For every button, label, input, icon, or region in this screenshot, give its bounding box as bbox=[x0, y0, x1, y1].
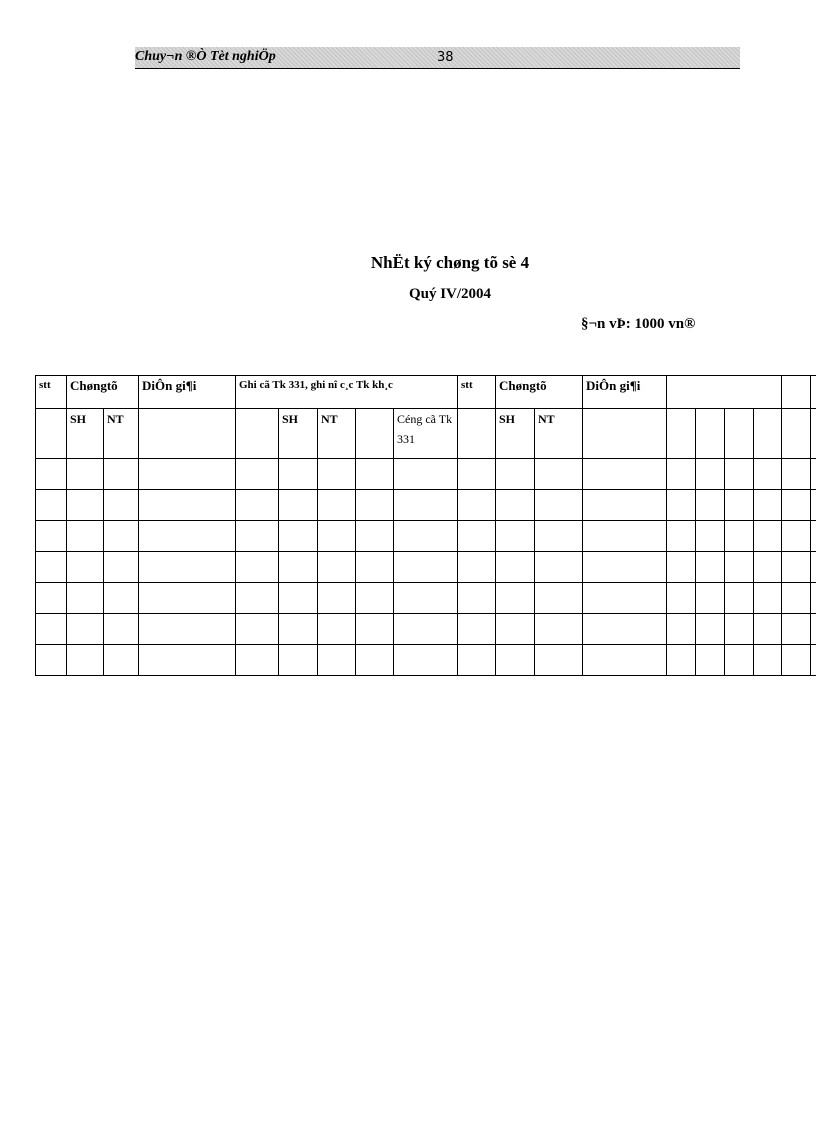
col-nt-3: NT bbox=[535, 409, 583, 459]
table-cell bbox=[811, 459, 816, 490]
table-cell bbox=[139, 490, 236, 521]
table-cell bbox=[36, 552, 67, 583]
header-cell-empty bbox=[667, 376, 782, 409]
header-cell-empty bbox=[696, 409, 725, 459]
table-cell bbox=[394, 521, 458, 552]
table-cell bbox=[696, 459, 725, 490]
table-cell bbox=[696, 521, 725, 552]
table-cell bbox=[67, 645, 104, 676]
ledger-table bbox=[35, 375, 816, 676]
col-nt-2: NT bbox=[318, 409, 356, 459]
table-cell bbox=[535, 490, 583, 521]
table-cell bbox=[535, 614, 583, 645]
header-cell-empty bbox=[782, 376, 811, 409]
table-row bbox=[36, 645, 816, 676]
table-cell bbox=[67, 614, 104, 645]
table-cell bbox=[356, 521, 394, 552]
table-cell bbox=[535, 583, 583, 614]
table-cell bbox=[67, 583, 104, 614]
table-cell bbox=[535, 521, 583, 552]
table-cell bbox=[36, 459, 67, 490]
table-cell bbox=[36, 645, 67, 676]
table-cell bbox=[583, 583, 667, 614]
header-cell-empty bbox=[811, 376, 816, 409]
table-header-row-1 bbox=[36, 376, 816, 409]
table-cell bbox=[535, 459, 583, 490]
col-stt: stt bbox=[36, 376, 67, 409]
table-cell bbox=[667, 645, 696, 676]
header-cell-empty bbox=[356, 409, 394, 459]
table-cell bbox=[782, 521, 811, 552]
table-cell bbox=[104, 552, 139, 583]
table-cell bbox=[236, 552, 279, 583]
table-cell bbox=[139, 459, 236, 490]
table-cell bbox=[356, 583, 394, 614]
col-diengiai-2: DiÔn gi¶i bbox=[583, 376, 667, 409]
document-title: NhËt ký chøng tõ sè 4 bbox=[370, 253, 530, 272]
table-cell bbox=[782, 459, 811, 490]
table-cell bbox=[811, 614, 816, 645]
table-cell bbox=[782, 583, 811, 614]
table-cell bbox=[394, 614, 458, 645]
table-cell bbox=[394, 583, 458, 614]
col-congco-tk331: Céng cã Tk 331 bbox=[394, 409, 458, 459]
table-cell bbox=[394, 645, 458, 676]
table-cell bbox=[496, 583, 535, 614]
table-cell bbox=[782, 552, 811, 583]
table-cell bbox=[583, 552, 667, 583]
table-cell bbox=[754, 521, 782, 552]
table-cell bbox=[458, 552, 496, 583]
table-row bbox=[36, 459, 816, 490]
table-cell bbox=[811, 521, 816, 552]
header-cell-empty bbox=[36, 409, 67, 459]
table-row bbox=[36, 490, 816, 521]
table-cell bbox=[67, 521, 104, 552]
table-cell bbox=[754, 552, 782, 583]
table-cell bbox=[496, 459, 535, 490]
header-cell-empty bbox=[583, 409, 667, 459]
table-cell bbox=[754, 614, 782, 645]
header-cell-empty bbox=[811, 409, 816, 459]
table-header-row-2 bbox=[36, 409, 816, 459]
table-cell bbox=[811, 552, 816, 583]
table-cell bbox=[583, 490, 667, 521]
col-chungtu-2: Chøngtõ bbox=[496, 376, 583, 409]
table-cell bbox=[236, 614, 279, 645]
document-period: Quý IV/2004 bbox=[408, 286, 492, 302]
table-cell bbox=[696, 490, 725, 521]
table-cell bbox=[104, 583, 139, 614]
table-cell bbox=[67, 459, 104, 490]
table-cell bbox=[104, 459, 139, 490]
table-cell bbox=[67, 552, 104, 583]
table-cell bbox=[725, 583, 754, 614]
table-cell bbox=[318, 552, 356, 583]
col-nt: NT bbox=[104, 409, 139, 459]
table-cell bbox=[725, 645, 754, 676]
table-cell bbox=[496, 614, 535, 645]
table-cell bbox=[279, 583, 318, 614]
table-cell bbox=[725, 521, 754, 552]
table-cell bbox=[458, 490, 496, 521]
header-title: Chuy¬n ®Ò Tèt nghiÖp bbox=[135, 49, 276, 64]
table-row bbox=[36, 614, 816, 645]
col-sh-2: SH bbox=[279, 409, 318, 459]
table-cell bbox=[667, 583, 696, 614]
table-cell bbox=[782, 490, 811, 521]
col-ghico: Ghi cã Tk 331, ghi nî c¸c Tk kh¸c bbox=[236, 376, 458, 409]
table-cell bbox=[667, 459, 696, 490]
table-cell bbox=[279, 645, 318, 676]
table-cell bbox=[104, 614, 139, 645]
table-cell bbox=[458, 614, 496, 645]
table-cell bbox=[279, 521, 318, 552]
table-cell bbox=[667, 614, 696, 645]
table-cell bbox=[318, 490, 356, 521]
table-cell bbox=[394, 490, 458, 521]
table-cell bbox=[725, 490, 754, 521]
table-cell bbox=[236, 521, 279, 552]
col-chungtu: Chøngtõ bbox=[67, 376, 139, 409]
table-cell bbox=[696, 552, 725, 583]
header-cell-empty bbox=[782, 409, 811, 459]
col-sh: SH bbox=[67, 409, 104, 459]
table-cell bbox=[394, 552, 458, 583]
table-cell bbox=[496, 552, 535, 583]
table-cell bbox=[458, 583, 496, 614]
page-header bbox=[135, 47, 740, 69]
table-cell bbox=[754, 583, 782, 614]
table-cell bbox=[583, 459, 667, 490]
table-cell bbox=[356, 552, 394, 583]
table-cell bbox=[754, 645, 782, 676]
table-cell bbox=[535, 552, 583, 583]
col-sh-3: SH bbox=[496, 409, 535, 459]
table-body bbox=[36, 459, 816, 676]
table-cell bbox=[667, 490, 696, 521]
table-cell bbox=[583, 521, 667, 552]
table-cell bbox=[696, 614, 725, 645]
table-cell bbox=[356, 614, 394, 645]
col-diengiai: DiÔn gi¶i bbox=[139, 376, 236, 409]
table-cell bbox=[583, 645, 667, 676]
page-number: 38 bbox=[437, 50, 454, 65]
table-cell bbox=[356, 459, 394, 490]
table-cell bbox=[318, 614, 356, 645]
table-cell bbox=[725, 459, 754, 490]
table-cell bbox=[356, 645, 394, 676]
table-cell bbox=[36, 521, 67, 552]
table-cell bbox=[782, 614, 811, 645]
table-cell bbox=[356, 490, 394, 521]
table-cell bbox=[496, 490, 535, 521]
table-cell bbox=[318, 459, 356, 490]
table-cell bbox=[36, 583, 67, 614]
table-cell bbox=[496, 645, 535, 676]
table-cell bbox=[139, 583, 236, 614]
table-cell bbox=[279, 490, 318, 521]
table-cell bbox=[811, 583, 816, 614]
table-cell bbox=[139, 521, 236, 552]
table-cell bbox=[318, 583, 356, 614]
table-cell bbox=[667, 552, 696, 583]
header-cell-empty bbox=[458, 409, 496, 459]
table-cell bbox=[139, 645, 236, 676]
table-cell bbox=[811, 645, 816, 676]
table-cell bbox=[279, 614, 318, 645]
table-cell bbox=[458, 459, 496, 490]
table-cell bbox=[725, 552, 754, 583]
table-cell bbox=[725, 614, 754, 645]
table-cell bbox=[496, 521, 535, 552]
table-cell bbox=[104, 490, 139, 521]
table-row bbox=[36, 521, 816, 552]
table-cell bbox=[67, 490, 104, 521]
table-cell bbox=[667, 521, 696, 552]
table-cell bbox=[318, 521, 356, 552]
unit-label: §¬n vÞ: 1000 vn® bbox=[581, 316, 696, 332]
table-cell bbox=[458, 521, 496, 552]
table-row bbox=[36, 552, 816, 583]
table-cell bbox=[236, 490, 279, 521]
table-cell bbox=[139, 614, 236, 645]
table-cell bbox=[394, 459, 458, 490]
table-cell bbox=[535, 645, 583, 676]
table-cell bbox=[36, 490, 67, 521]
table-cell bbox=[236, 459, 279, 490]
table-cell bbox=[139, 552, 236, 583]
table-cell bbox=[318, 645, 356, 676]
table-cell bbox=[236, 645, 279, 676]
header-cell-empty bbox=[754, 409, 782, 459]
table-cell bbox=[104, 521, 139, 552]
header-cell-empty bbox=[139, 409, 236, 459]
table-cell bbox=[754, 490, 782, 521]
table-cell bbox=[458, 645, 496, 676]
header-cell-empty bbox=[725, 409, 754, 459]
table-cell bbox=[696, 645, 725, 676]
table-cell bbox=[782, 645, 811, 676]
table-cell bbox=[279, 552, 318, 583]
table-cell bbox=[696, 583, 725, 614]
header-cell-empty bbox=[667, 409, 696, 459]
table-row bbox=[36, 583, 816, 614]
table-cell bbox=[583, 614, 667, 645]
table-cell bbox=[236, 583, 279, 614]
header-cell-empty bbox=[236, 409, 279, 459]
table-cell bbox=[754, 459, 782, 490]
col-stt-2: stt bbox=[458, 376, 496, 409]
table-cell bbox=[104, 645, 139, 676]
table-cell bbox=[811, 490, 816, 521]
table-cell bbox=[36, 614, 67, 645]
table-cell bbox=[279, 459, 318, 490]
